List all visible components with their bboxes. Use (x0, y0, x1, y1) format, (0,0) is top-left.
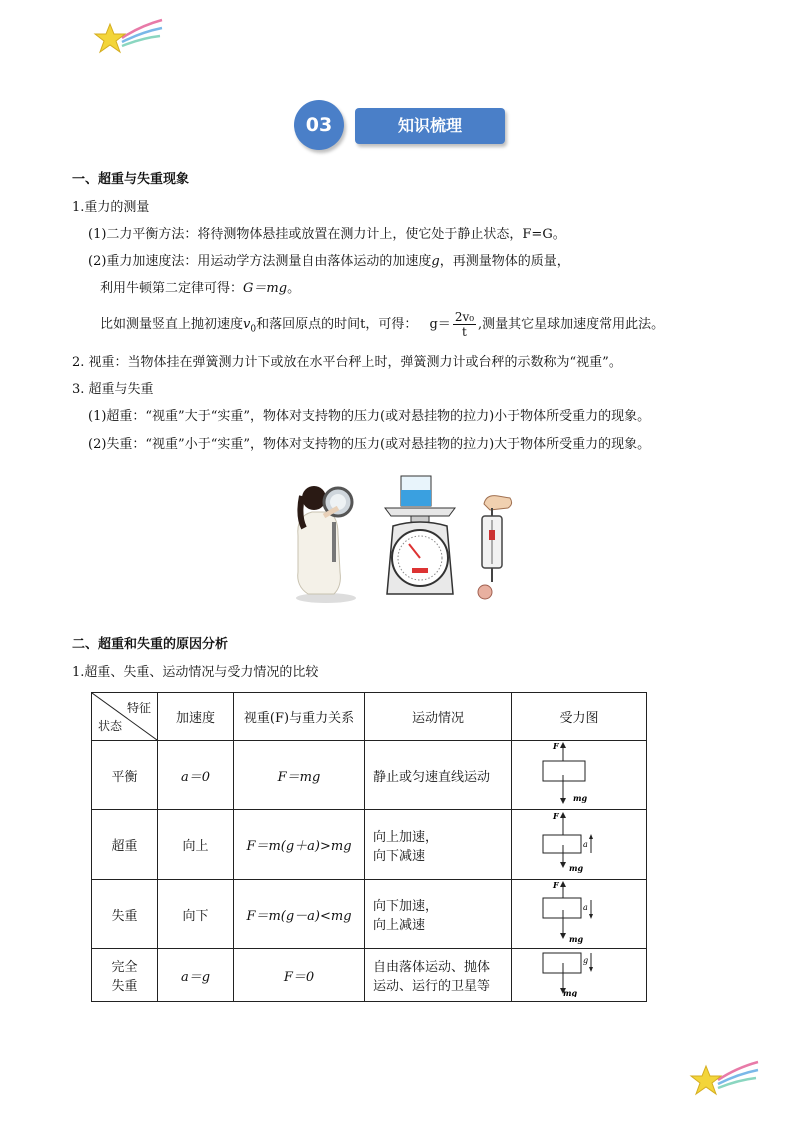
motion-cell: 向下加速， 向上减速 (365, 880, 512, 949)
force-diagram-cell (512, 949, 647, 1002)
svg-text:a: a (583, 903, 588, 912)
svg-text:mg: mg (569, 862, 584, 873)
force-diagram (539, 741, 619, 805)
table-row (92, 880, 647, 949)
paragraph: 利用牛顿第二定律可得：G＝mg。 (100, 281, 301, 296)
state-cell: 平衡 (92, 741, 158, 810)
section-heading: 二、超重和失重的原因分析 (72, 637, 229, 652)
table-row (92, 949, 647, 1002)
item-title: 3. 超重与失重 (72, 382, 154, 397)
svg-text:mg: mg (569, 934, 584, 944)
motion-cell: 向上加速， 向下减速 (365, 810, 512, 880)
table-corner-cell: 特征 状态 (92, 693, 158, 741)
svg-text:g: g (583, 956, 589, 965)
force-diagram-cell (512, 741, 647, 810)
svg-text:mg: mg (563, 988, 578, 997)
relation-cell: F＝m(g＋a)>mg (234, 810, 365, 880)
item-title: 1.超重、失重、运动情况与受力情况的比较 (72, 665, 319, 680)
force-diagram (539, 949, 619, 997)
state-cell: 超重 (92, 810, 158, 880)
comparison-table (91, 692, 647, 1002)
force-diagram-cell (512, 810, 647, 880)
svg-text:a: a (583, 839, 588, 849)
motion-cell: 自由落体运动、抛体 运动、运行的卫星等 (365, 949, 512, 1002)
paragraph: (1)超重：“视重”大于“实重”，物体对支持物的压力(或对悬挂物的拉力)小于物体所受重力的现象。 (88, 409, 651, 424)
spring-scale-illustration (470, 490, 516, 602)
table-row (92, 741, 647, 810)
paragraph: (2)重力加速度法：用运动学方法测量自由落体运动的加速度g，再测量物体的质量， (88, 254, 570, 269)
force-diagram (539, 811, 619, 875)
table-header: 加速度 (158, 693, 234, 741)
table-header: 运动情况 (365, 693, 512, 741)
force-diagram-cell (512, 880, 647, 949)
table-header: 受力图 (512, 693, 647, 741)
svg-text:F: F (553, 741, 559, 751)
paragraph: (2)失重：“视重”小于“实重”，物体对支持物的压力(或对悬挂物的拉力)大于物体所受重力的现象。 (88, 437, 651, 452)
svg-text:mg: mg (573, 793, 588, 803)
acceleration-cell: 向下 (158, 880, 234, 949)
motion-cell: 静止或匀速直线运动 (365, 741, 512, 810)
svg-text:F: F (553, 810, 559, 821)
paragraph: (1)二力平衡方法：将待测物体悬挂或放置在测力计上，使它处于静止状态，F=G。 (88, 227, 566, 242)
force-diagram (539, 880, 619, 944)
relation-cell: F＝mg (234, 741, 365, 810)
star-decoration-icon (688, 1058, 760, 1100)
section-number-badge: 03 (294, 100, 344, 150)
star-decoration-icon (92, 16, 164, 58)
relation-cell: F＝m(g－a)<mg (234, 880, 365, 949)
item-title: 1.重力的测量 (72, 200, 150, 215)
formula-fraction: $\frac{\text{2v₀}}{t}$ (454, 310, 475, 339)
relation-cell: F＝0 (234, 949, 365, 1002)
section-heading: 一、超重与失重现象 (72, 172, 190, 187)
paragraph: 比如测量竖直上抛初速度$v_0$和落回原点的时间t，可得： g＝ $\frac{\text{2v₀}}{t}$ ,测量其它星球加速度常用此法。 (100, 310, 665, 339)
table-row (92, 810, 647, 880)
svg-text:F: F (553, 880, 559, 890)
kitchen-scale-illustration (379, 474, 461, 600)
table-header: 视重(F)与重力关系 (234, 693, 365, 741)
state-cell: 完全 失重 (92, 949, 158, 1002)
acceleration-cell: a＝0 (158, 741, 234, 810)
acceleration-cell: 向上 (158, 810, 234, 880)
girl-weighing-illustration (288, 476, 360, 604)
acceleration-cell: a＝g (158, 949, 234, 1002)
section-title-badge: 知识梳理 (355, 108, 505, 144)
paragraph: 2. 视重：当物体挂在弹簧测力计下或放在水平台秤上时，弹簧测力计或台秤的示数称为“视重”。 (72, 355, 622, 370)
state-cell: 失重 (92, 880, 158, 949)
